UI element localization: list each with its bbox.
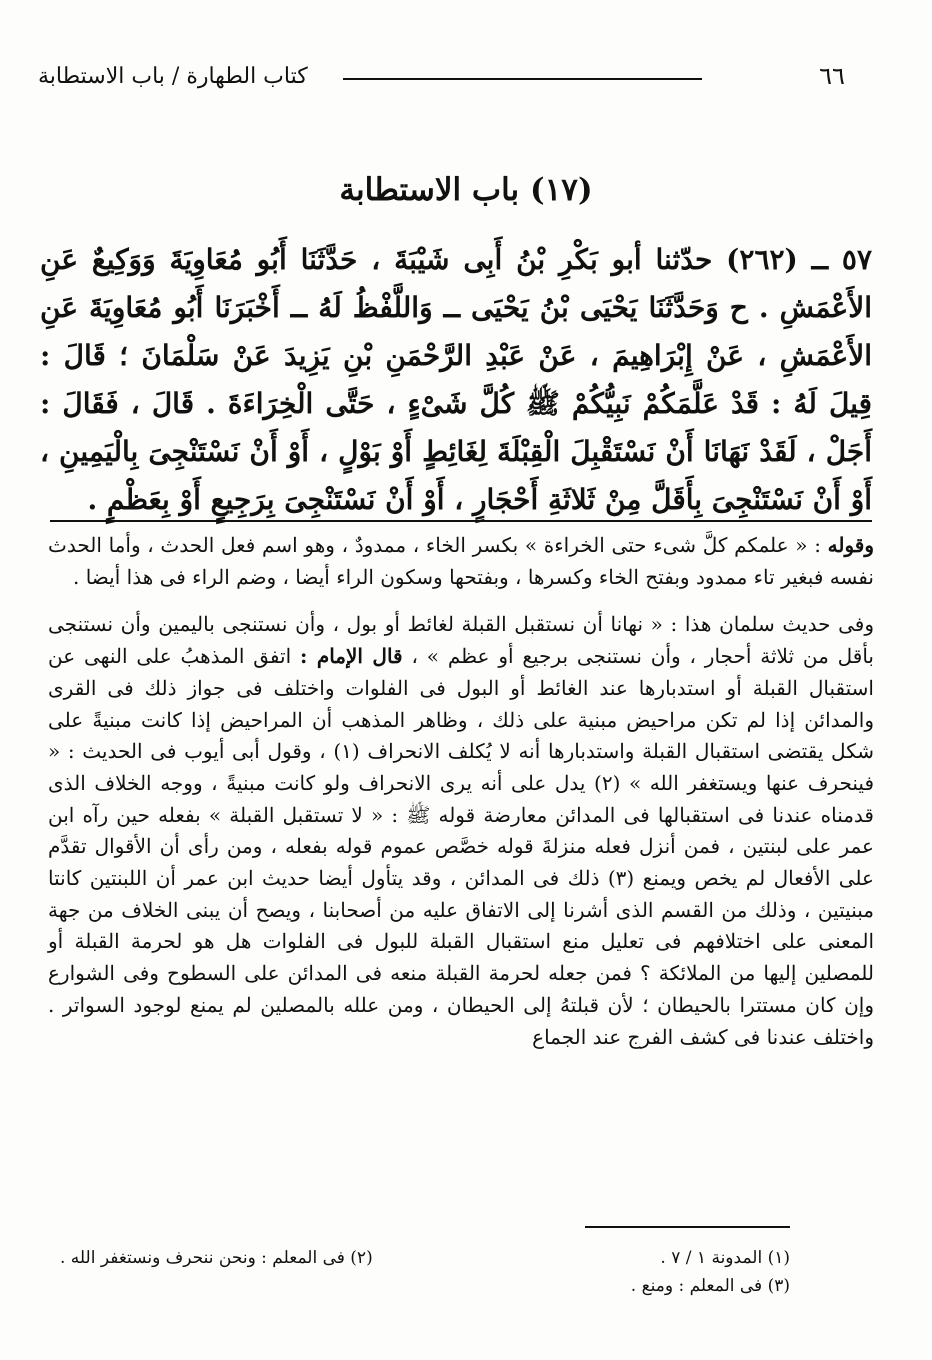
commentary-text-1: : « علمكم كلَّ شىء حتى الخراءة » بكسر الخاء ، ممدودٌ ، وهو اسم فعل الحدث ، وأما الحدث نفسه فبغير تاء ممدود وبفتح الخاء وكسرها ، وبفتحها وسكون الراء أيضا ، وضم الراء فى هذا أيضا . xyxy=(48,533,874,589)
footnotes xyxy=(60,1244,790,1300)
hadith-text xyxy=(40,236,872,524)
imam-label: قال الإمام : xyxy=(299,644,403,669)
footnote-row xyxy=(60,1244,790,1272)
header-rule xyxy=(343,78,702,80)
footnote-3: (٣) فى المعلم : ومنع . xyxy=(630,1276,790,1296)
footnote-1: (١) المدونة ١ / ٧ . xyxy=(660,1248,790,1268)
commentary-paragraph-1 xyxy=(48,530,874,593)
running-title: كتاب الطهارة / باب الاستطابة xyxy=(38,64,308,89)
footnote-row xyxy=(60,1272,790,1300)
commentary xyxy=(48,530,874,1053)
commentary-text-2a: وفى حديث سلمان هذا : « نهانا أن نستقبل القبلة لغائط أو بول ، وأن نستنجى باليمين وأن نستنجى بأقل من ثلاثة أحجار ، وأن نستنجى برجيع أو عظم » ، xyxy=(48,612,874,669)
section-separator xyxy=(50,520,872,522)
footnote-2: (٢) فى المعلم : ونحن ننحرف ونستغفر الله . xyxy=(60,1248,373,1268)
running-header xyxy=(38,56,845,96)
commentary-lead: وقوله xyxy=(827,533,875,557)
commentary-paragraph-2 xyxy=(48,609,874,1053)
chapter-title: (١٧) باب الاستطابة xyxy=(339,172,593,208)
page-number: ٦٦ xyxy=(819,62,845,90)
commentary-text-2b: اتفق المذهبُ على النهى عن استقبال القبلة أو استدبارها عند الغائط أو البول فى الفلوات واختلف فى جواز ذلك فى القرى والمدائن إذا لم تكن مراحيض مبنية على ذلك ، وظاهر المذهب أن المراحيض إذا كانت مبنيةً على شكل يقتضى استقبال القبلة واستدبارها أنه لا يُكلف الانحراف (١) ، وقول أبى أيوب فى الحديث : « فينحرف عنها ويستغفر الله » (٢) يدل على أنه يرى الانحراف ولو كانت مبنيةً ، ووجه الخلاف الذى قدمناه عندنا فى استقبالها فى المدائن معارضة قوله ﷺ : « لا تستقبل القبلة » بفعله حين رآه ابن عمر على لبنتين ، فمن أنزل فعله منزلةَ قوله خصَّص عموم قوله بفعله ، ومن رأى أن الأقوال تقدَّم على الأفعال لم يخص ويمنع (٣) ذلك فى المدائن ، وقد يتأول أيضا حديث ابن عمر أن اللبنتين كانتا مبنيتين ، وذلك من القسم الذى أشرنا إلى الاتفاق عليه من أصحابنا ، ويصح أن يبنى الخلاف من جهة المعنى على اختلافهم فى تعليل منع استقبال القبلة للبول فى الفلوات هل هو لحرمة القبلة أو للمصلين إليها من الملائكة ؟ فمن جعله لحرمة القبلة منعه فى المدائن على السطوح وفى الشوارع وإن كان مستترا بالحيطان ؛ لأن قبلتهُ إلى الحيطان ، ومن علله بالمصلين لم يمنع لوجود السواتر . واختلف عندنا فى كشف الفرج عند الجماع xyxy=(48,644,875,1049)
footnote-rule xyxy=(585,1226,790,1228)
hadith-paragraph: ٥٧ ــ (٢٦٢) حدّثنا أبو بَكْرِ بْنُ أَبِى شَيْبَةَ ، حَدَّثَنَا أَبُو مُعَاوِيَةَ وَوَكِيعٌ عَنِ الأَعْمَشِ . ح وَحَدَّثَنَا يَحْيَى بْنُ يَحْيَى ــ وَاللَّفْظُ لَهُ ــ أَخْبَرَنَا أَبُو مُعَاوِيَةَ عَنِ الأَعْمَشِ ، عَنْ إِبْرَاهِيمَ ، عَنْ عَبْدِ الرَّحْمَنِ بْنِ يَزِيدَ عَنْ سَلْمَانَ ؛ قَالَ : قِيلَ لَهُ : قَدْ عَلَّمَكُمْ نَبِيُّكُمْ ﷺ كُلَّ شَىْءٍ ، حَتَّى الْخِرَاءَةَ . قَالَ ، فَقَالَ : أَجَلْ ، لَقَدْ نَهَانَا أَنْ نَسْتَقْبِلَ الْقِبْلَةَ لِغَائِطٍ أَوْ بَوْلٍ ، أَوْ أَنْ نَسْتَنْجِىَ بِالْيَمِينِ ، أَوْ أَنْ نَسْتَنْجِىَ بِأَقَلَّ مِنْ ثَلاثَةِ أَحْجَارٍ ، أَوْ أَنْ نَسْتَنْجِىَ بِرَجِيعٍ أَوْ بِعَظْمٍ . xyxy=(40,243,872,516)
